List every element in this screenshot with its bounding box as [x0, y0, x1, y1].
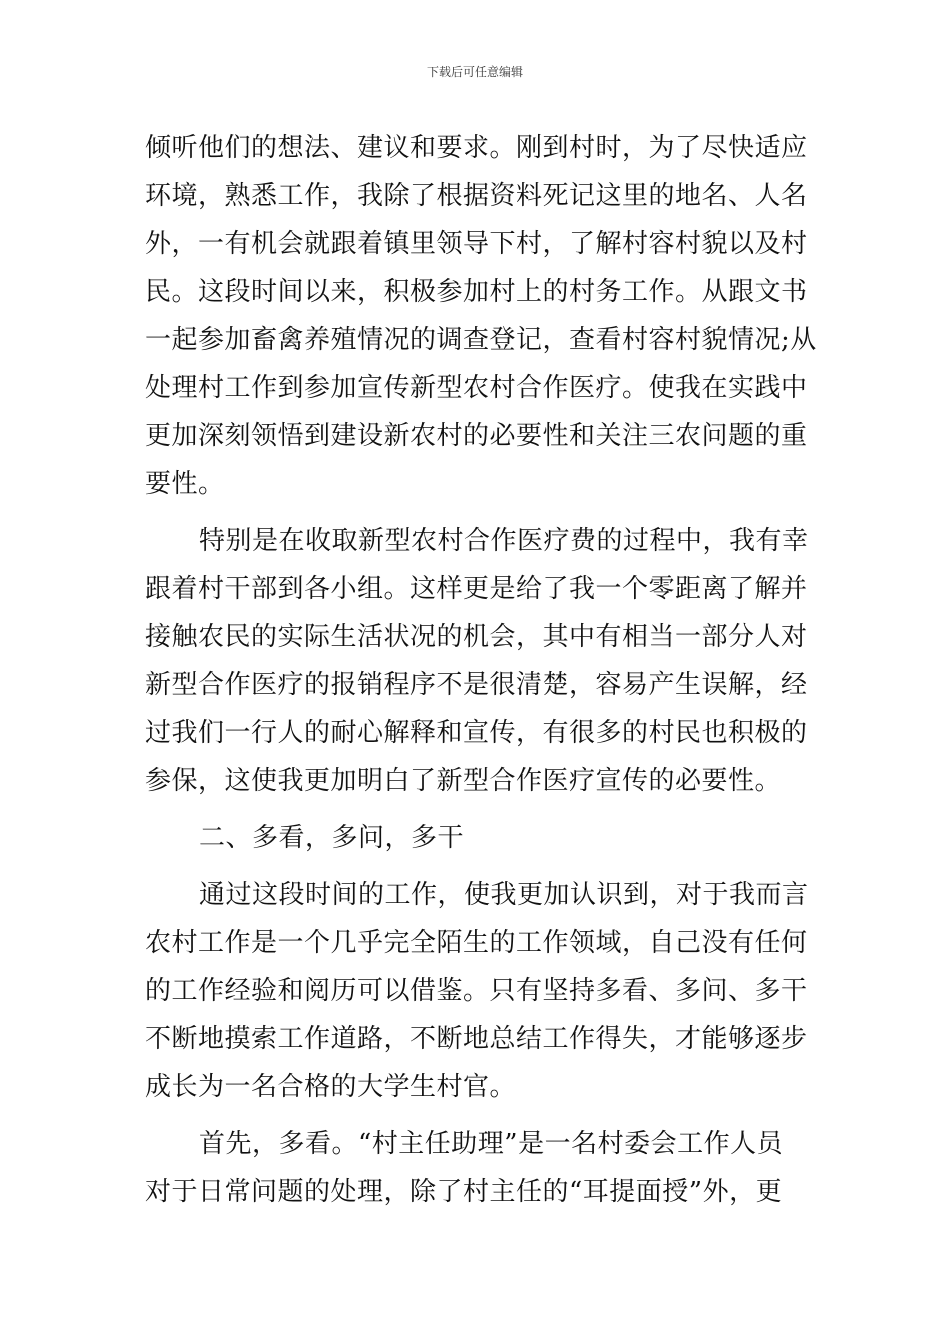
text-line: 民。这段时间以来，积极参加村上的村务工作。从跟文书	[145, 277, 808, 307]
text-line: 的工作经验和阅历可以借鉴。只有坚持多看、多问、多干	[145, 976, 808, 1006]
text-line: 一起参加畜禽养殖情况的调查登记，查看村容村貌情况;从	[145, 325, 817, 355]
paragraph	[145, 124, 817, 508]
paragraph-spacer	[145, 508, 810, 517]
text-line: 处理村工作到参加宣传新型农村合作医疗。使我在实践中	[145, 373, 808, 403]
text-line: 不断地摸索工作道路，不断地总结工作得失，才能够逐步	[145, 1024, 808, 1054]
page-header: 下载后可任意编辑	[426, 65, 523, 79]
paragraph	[145, 1120, 810, 1216]
text-line: 要性。	[145, 469, 225, 499]
paragraph-spacer	[145, 805, 810, 814]
document-body	[145, 124, 817, 1216]
paragraph	[145, 517, 810, 805]
section-heading	[145, 814, 810, 862]
text-line: 首先，多看。“村主任助理”是一名村委会工作人员	[199, 1129, 784, 1159]
text-line: 成长为一名合格的大学生村官。	[145, 1072, 517, 1102]
paragraph-spacer	[145, 1111, 810, 1120]
text-line: 通过这段时间的工作，使我更加认识到，对于我而言	[199, 880, 809, 910]
text-line: 特别是在收取新型农村合作医疗费的过程中，我有幸	[199, 526, 809, 556]
text-line: 过我们一行人的耐心解释和宣传，有很多的村民也积极的	[145, 718, 808, 748]
text-line: 农村工作是一个几乎完全陌生的工作领域，自己没有任何	[145, 928, 808, 958]
text-line: 对于日常问题的处理，除了村主任的“耳提面授”外，更	[145, 1177, 783, 1207]
text-line: 新型合作医疗的报销程序不是很清楚，容易产生误解，经	[145, 670, 808, 700]
text-line: 外，一有机会就跟着镇里领导下村，了解村容村貌以及村	[145, 229, 808, 259]
heading-line: 二、多看，多问，多干	[199, 823, 465, 853]
text-line: 更加深刻领悟到建设新农村的必要性和关注三农问题的重	[145, 421, 808, 451]
text-line: 环境，熟悉工作，我除了根据资料死记这里的地名、人名	[145, 181, 808, 211]
paragraph-spacer	[145, 862, 810, 871]
text-line: 参保，这使我更加明白了新型合作医疗宣传的必要性。	[145, 766, 782, 796]
text-line: 倾听他们的想法、建议和要求。刚到村时，为了尽快适应	[145, 133, 808, 163]
text-line: 跟着村干部到各小组。这样更是给了我一个零距离了解并	[145, 574, 808, 604]
paragraph	[145, 871, 810, 1111]
text-line: 接触农民的实际生活状况的机会，其中有相当一部分人对	[145, 622, 808, 652]
